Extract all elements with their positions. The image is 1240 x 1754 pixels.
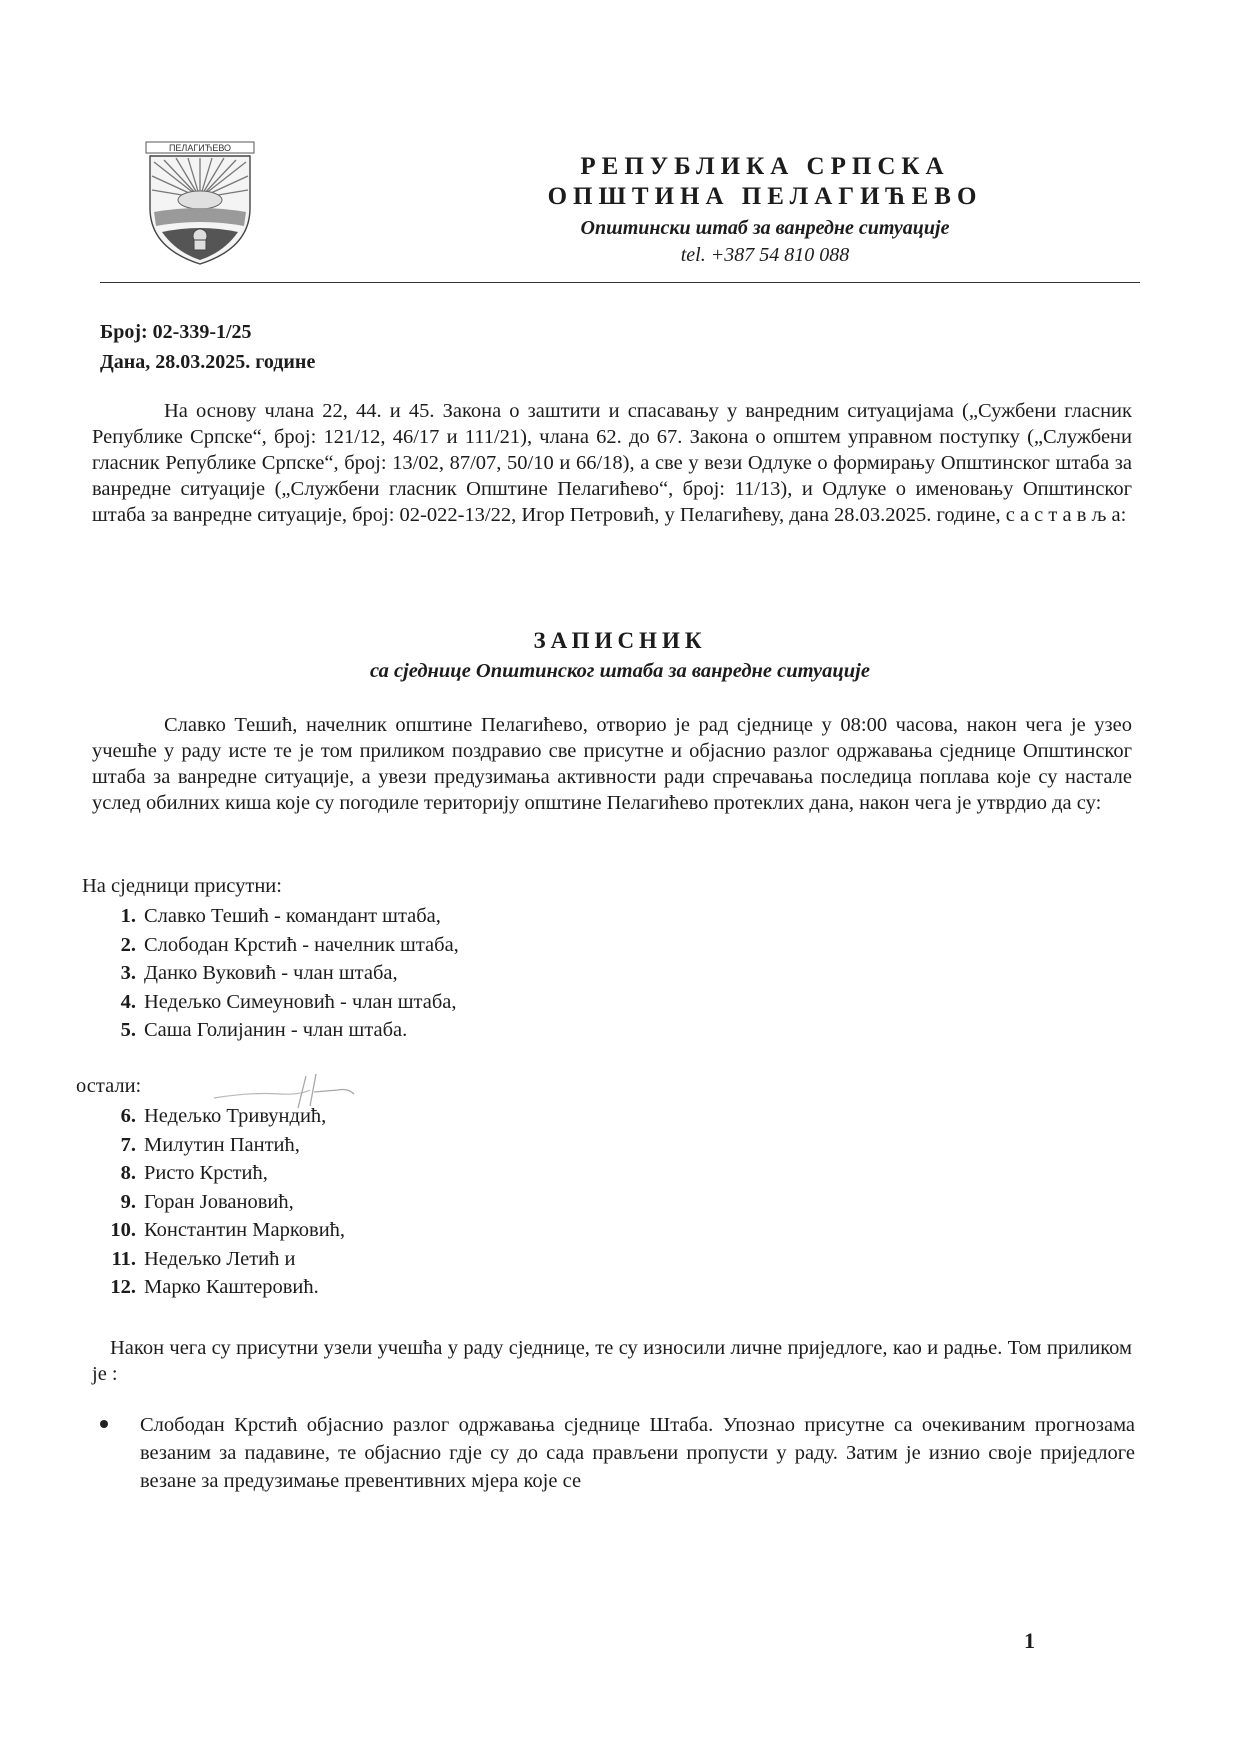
item-number: 9. (120, 1190, 136, 1213)
list-item (108, 1159, 345, 1188)
others-label: остали: (76, 1075, 142, 1097)
header-divider (100, 282, 1140, 283)
republic-name: РЕПУБЛИКА СРПСКА (580, 153, 950, 180)
page-number: 1 (1024, 1628, 1035, 1653)
list-item (108, 1102, 345, 1131)
list-item (108, 1188, 345, 1217)
item-number: 5. (120, 1019, 136, 1041)
list-item (108, 1273, 345, 1302)
item-text: Славко Тешић - командант штаба, (144, 905, 441, 927)
item-number: 8. (120, 1162, 136, 1184)
item-number: 7. (120, 1133, 136, 1156)
list-item (108, 1016, 459, 1045)
present-label: На сједници присутни: (82, 875, 282, 897)
item-text: Горан Јовановић, (144, 1190, 294, 1213)
item-number: 4. (120, 990, 136, 1013)
item-text: Марко Каштеровић. (144, 1276, 319, 1298)
municipal-crest-logo (144, 140, 256, 268)
list-item (108, 1131, 345, 1160)
bullet-icon (100, 1420, 108, 1428)
item-text: Недељко Летић и (144, 1247, 296, 1270)
item-number: 11. (111, 1247, 136, 1270)
svg-text:ПЕЛАГИЋЕВО: ПЕЛАГИЋЕВО (168, 143, 232, 153)
others-list (108, 1102, 345, 1302)
intro-paragraph: На основу члана 22, 44. и 45. Закона о заштити и спасавању у ванредним ситуацијама („Сужбени гласник Републике Српске“, број: 121/12, 46/17 и 111/21), члана 62. до 67. Закона о општем управном поступку („Службени гласник Републике Српске“, број: 13/02, 87/07, 50/10 и 66/18), а све у вези Одлуке о формирању Општинског штаба за ванредне ситуације („Службени гласник Општине Пелагићево“, број: 11/13), и Одлуке о именовању Општинског штаба за ванредне ситуације, број: 02-022-13/22, Игор Петровић, у Пелагићеву, дана 28.03.2025. године, с а с т а в љ а: (92, 400, 1132, 526)
list-item (108, 1245, 345, 1274)
document-date: Дана, 28.03.2025. године (100, 351, 316, 373)
letterhead (520, 152, 1010, 268)
item-text: Слободан Крстић - начелник штаба, (144, 933, 459, 956)
list-item (108, 1216, 345, 1245)
item-text: Саша Голијанин - члан штаба. (144, 1019, 408, 1041)
item-number: 1. (120, 905, 136, 927)
item-number: 3. (120, 962, 136, 984)
opening-paragraph: Славко Тешић, начелник општине Пелагићево, отворио је рад сједнице у 08:00 часова, након чега је узео учешће у раду исте те је том приликом поздравио све присутне и објаснио разлог одржавања сједнице Општинског штаба за ванредне ситуације, а увези предузимања активности ради спречавања последица поплава које су настале услед обилних киша које су погодиле територију општине Пелагићево протеклих дана, након чега је утврдио да су: (92, 714, 1132, 814)
item-text: Данко Вуковић - члан штаба, (144, 962, 398, 984)
item-number: 12. (110, 1276, 136, 1298)
item-number: 2. (120, 933, 136, 956)
list-item (108, 959, 459, 988)
list-item (108, 931, 459, 960)
document-subtitle: са сједнице Општинског штаба за ванредне ситуације (370, 660, 870, 682)
document-meta (100, 317, 315, 377)
item-text: Ристо Крстић, (144, 1162, 268, 1184)
document-number: Број: 02-339-1/25 (100, 321, 252, 343)
item-text: Недељко Симеуновић - члан штаба, (144, 990, 457, 1013)
phone-number: tel. +387 54 810 088 (680, 244, 850, 266)
office-name: Општински штаб за ванредне ситуације (580, 217, 950, 239)
item-text: Милутин Пантић, (144, 1133, 300, 1156)
item-text: Недељко Тривундић, (144, 1105, 327, 1127)
municipality-name: ОПШТИНА ПЕЛАГИЋЕВО (547, 183, 983, 210)
after-paragraph: Након чега су присутни узели учешћа у раду сједнице, те су износили личне приједлоге, као и радње. Том приликом је : (92, 1337, 1132, 1385)
item-number: 6. (120, 1105, 136, 1127)
list-item (108, 988, 459, 1017)
item-text: Константин Марковић, (144, 1219, 346, 1241)
present-list (108, 902, 459, 1045)
bullet-text: Слободан Крстић објаснио разлог одржавања сједнице Штаба. Упознао присутне са очекиваним прогнозама везаним за падавине, те објаснио гдје су до сада прављени пропусти у раду. Затим је изнио своје приједлоге везане за предузимање превентивних мјера које се (140, 1414, 1135, 1492)
document-title: ЗАПИСНИК (533, 628, 707, 653)
item-number: 10. (110, 1219, 136, 1241)
list-item (108, 902, 459, 931)
